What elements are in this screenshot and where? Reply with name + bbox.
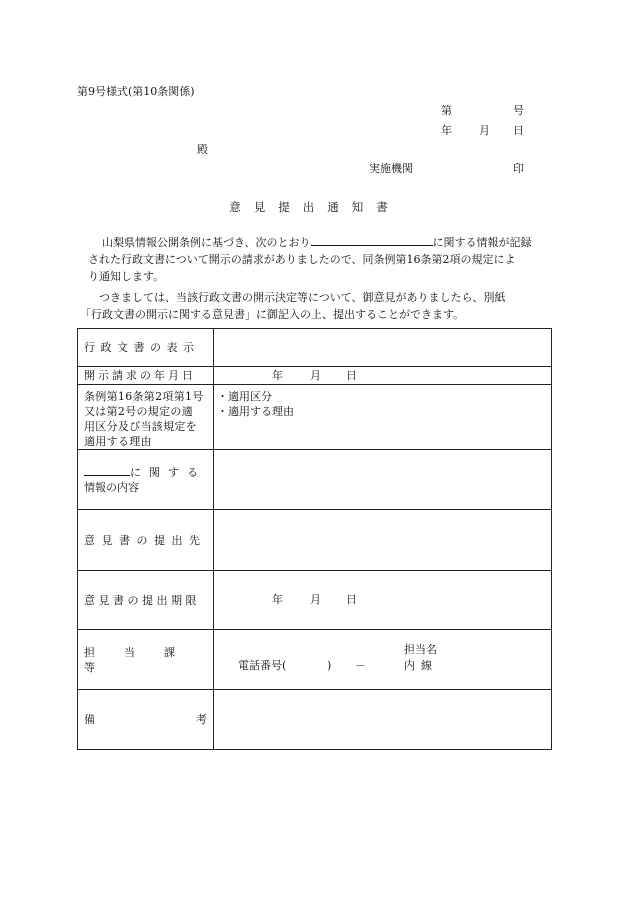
deadline-gatsu: 月 — [310, 593, 321, 606]
value-submit-to[interactable] — [214, 510, 552, 571]
row-provision — [78, 385, 552, 450]
date-nen: 年 — [441, 124, 452, 137]
deadline-nen: 年 — [272, 593, 283, 606]
section-phone: 電話番号( — [238, 659, 287, 672]
label-remarks-b: 考 — [196, 713, 207, 726]
p1-text-a: 山梨県情報公開条例に基づき、次のとおり — [102, 236, 311, 249]
label-document-text: 行政文書の表示 — [84, 341, 200, 354]
label-provision-line-4: 適用する理由 — [84, 435, 152, 448]
label-provision-line-2: 又は第2号の規定の適 — [84, 405, 193, 418]
request-nichi: 日 — [346, 369, 357, 382]
value-deadline[interactable] — [214, 571, 552, 630]
p1-text-c: された行政文書について開示の請求がありましたので、同条例第16条第2項の規定によ — [88, 253, 516, 266]
value-provision[interactable] — [214, 385, 552, 450]
row-deadline — [78, 571, 552, 630]
row-section — [78, 630, 552, 690]
number-go: 号 — [513, 104, 524, 117]
section-dash: － — [355, 659, 366, 672]
agency-label: 実施機関 — [369, 162, 413, 175]
label-provision-line-3: 用区分及び当該規定を — [84, 420, 197, 433]
date-gatsu: 月 — [479, 124, 490, 137]
label-provision — [78, 385, 214, 450]
label-section — [78, 630, 214, 690]
label-provision-line-1: 条例第16条第2項第1号 — [84, 390, 204, 403]
date-nichi: 日 — [513, 124, 524, 137]
value-info-content[interactable] — [214, 450, 552, 510]
label-request-date-text: 開示請求の年月日 — [84, 369, 196, 382]
label-info-b: 情報の内容 — [84, 480, 139, 494]
section-naisen: 内線 — [404, 659, 438, 672]
request-nen: 年 — [272, 369, 283, 382]
label-request-date — [78, 367, 214, 385]
label-remarks — [78, 690, 214, 750]
label-info-a: に関する — [130, 465, 206, 479]
row-info-content — [78, 450, 552, 510]
number-dai: 第 — [441, 104, 452, 117]
row-remarks — [78, 690, 552, 750]
section-tantou: 担当名 — [404, 643, 437, 656]
section-paren: ) — [327, 659, 332, 672]
row-request-date — [78, 367, 552, 385]
document-title: 意見提出通知書 — [229, 200, 401, 214]
notice-table — [77, 328, 552, 750]
label-remarks-a: 備 — [84, 713, 95, 726]
body-paragraph-1 — [88, 234, 562, 285]
deadline-nichi: 日 — [346, 593, 357, 606]
label-remarks-text — [84, 712, 207, 727]
request-gatsu: 月 — [310, 369, 321, 382]
provision-item-reason: ・適用する理由 — [217, 405, 294, 418]
p2-text-b: 「行政文書の開示に関する意見書」に御記入の上、提出することができます。 — [80, 308, 465, 321]
body-paragraph-2 — [80, 289, 558, 323]
label-submit-to — [78, 510, 214, 571]
form-id: 第9号様式(第10条関係) — [77, 85, 195, 98]
p1-text-b: に関する情報が記録 — [432, 236, 532, 249]
label-submit-to-text: 意見書の提出先 — [84, 533, 207, 547]
row-submit-to — [78, 510, 552, 571]
value-request-date[interactable] — [214, 367, 552, 385]
label-section-text: 担当課等 — [84, 645, 204, 674]
label-deadline-text: 意見書の提出期限 — [84, 593, 200, 607]
seal-mark: 印 — [513, 162, 524, 175]
p2-text-a: つきましては、当該行政文書の開示決定等について、御意見がありましたら、別紙 — [99, 291, 506, 304]
value-section[interactable] — [214, 630, 552, 690]
label-document — [78, 329, 214, 367]
label-info-content — [78, 450, 214, 510]
p1-blank-line — [311, 235, 433, 246]
provision-item-category: ・適用区分 — [217, 390, 272, 403]
value-remarks[interactable] — [214, 690, 552, 750]
label-deadline — [78, 571, 214, 630]
value-document[interactable] — [214, 329, 552, 367]
addressee: 殿 — [197, 143, 208, 156]
p1-text-d: り通知します。 — [88, 270, 165, 283]
info-blank-line — [84, 465, 130, 476]
row-document — [78, 329, 552, 367]
